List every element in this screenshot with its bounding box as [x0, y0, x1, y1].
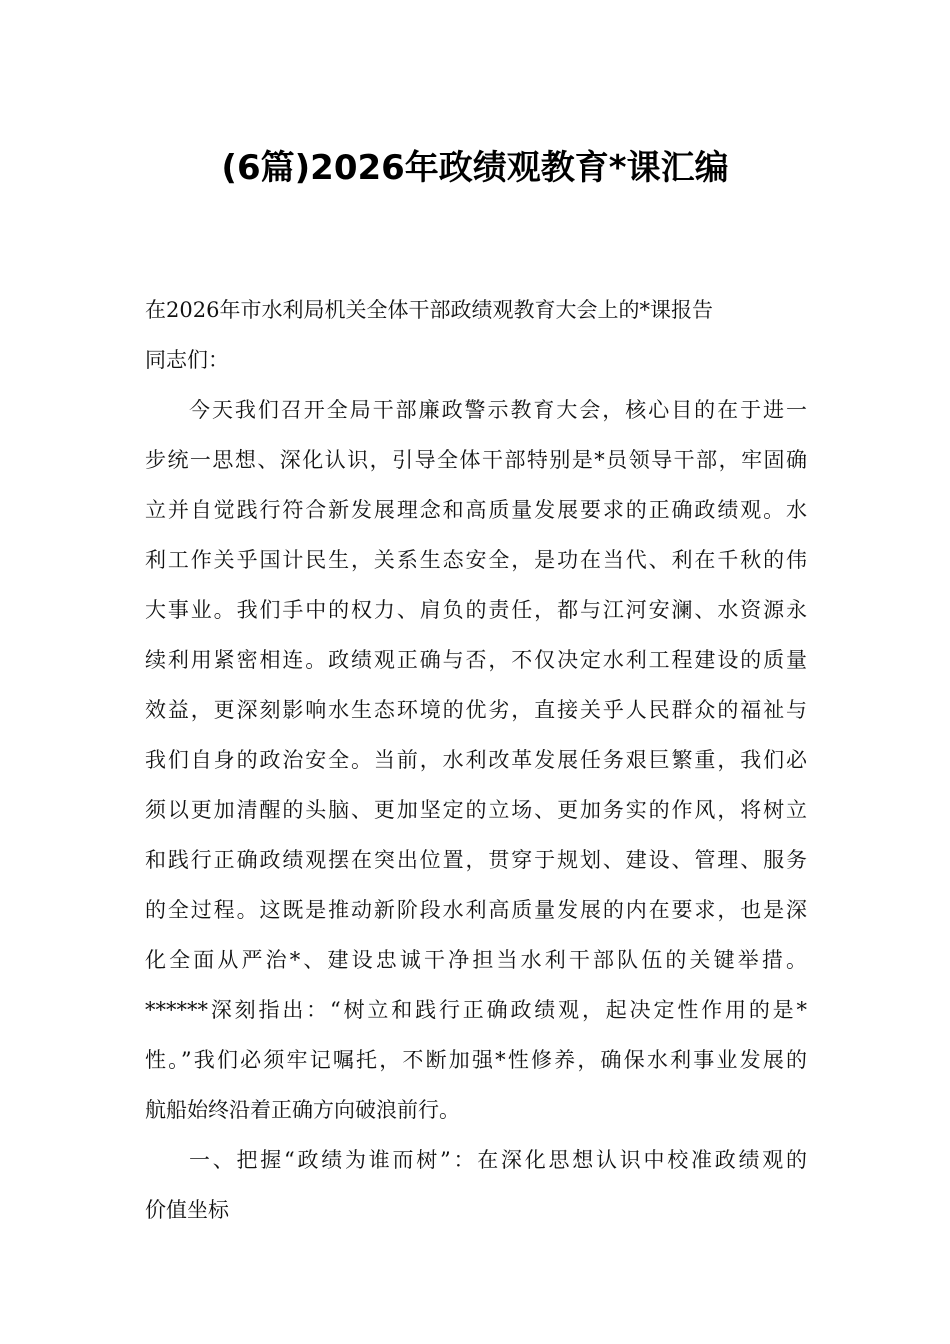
section-heading-line: 一、把握“政绩为谁而树”：在深化思想认识中校准政绩观的 — [189, 1148, 807, 1172]
paragraph-line: 大事业。我们手中的权力、肩负的责任，都与江河安澜、水资源永 — [145, 598, 807, 622]
paragraph-line: 立并自觉践行符合新发展理念和高质量发展要求的正确政绩观。水 — [145, 498, 807, 522]
salutation: 同志们： — [145, 348, 229, 372]
paragraph-line: 今天我们召开全局干部廉政警示教育大会，核心目的在于进一 — [189, 398, 807, 422]
paragraph-line: 效益，更深刻影响水生态环境的优劣，直接关乎人民群众的福祉与 — [145, 698, 807, 722]
document-body — [145, 285, 807, 1235]
paragraph-line: ******深刻指出：“树立和践行正确政绩观，起决定性作用的是* — [145, 998, 807, 1022]
paragraph-line: 的全过程。这既是推动新阶段水利高质量发展的内在要求，也是深 — [145, 898, 807, 922]
paragraph-line: 须以更加清醒的头脑、更加坚定的立场、更加务实的作风，将树立 — [145, 798, 807, 822]
paragraph-line: 续利用紧密相连。政绩观正确与否，不仅决定水利工程建设的质量 — [145, 648, 807, 672]
document-title: (6篇)2026年政绩观教育*课汇编 — [221, 148, 729, 188]
paragraph-line: 航船始终沿着正确方向破浪前行。 — [145, 1098, 460, 1122]
paragraph-line: 化全面从严治*、建设忠诚干净担当水利干部队伍的关键举措。 — [145, 948, 807, 972]
report-subtitle: 在2026年市水利局机关全体干部政绩观教育大会上的*课报告 — [145, 298, 713, 322]
paragraph-line: 我们自身的政治安全。当前，水利改革发展任务艰巨繁重，我们必 — [145, 748, 807, 772]
paragraph-line: 和践行正确政绩观摆在突出位置，贯穿于规划、建设、管理、服务 — [145, 848, 807, 872]
paragraph-line: 步统一思想、深化认识，引导全体干部特别是*员领导干部，牢固确 — [145, 448, 807, 472]
paragraph-line: 利工作关乎国计民生，关系生态安全，是功在当代、利在千秋的伟 — [145, 548, 807, 572]
paragraph-line: 性。”我们必须牢记嘱托，不断加强*性修养，确保水利事业发展的 — [145, 1048, 807, 1072]
section-heading-line: 价值坐标 — [145, 1198, 229, 1222]
